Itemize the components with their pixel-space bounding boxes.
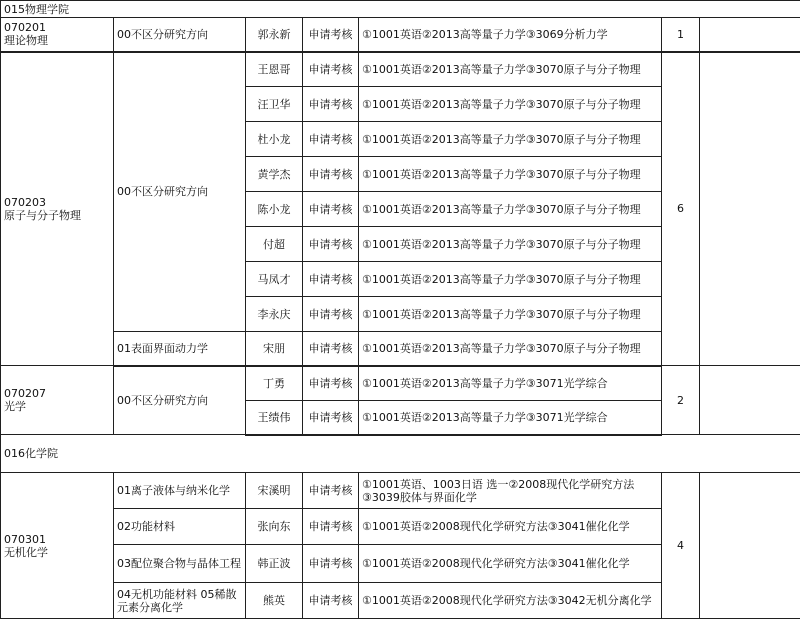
major-cell [1, 18, 114, 52]
quota: 6 [662, 52, 700, 366]
exam-subjects: ①1001英语②2013高等量子力学③3070原子与分子物理 [359, 87, 662, 122]
table-row [1, 52, 800, 87]
section-title: 016化学院 [1, 435, 800, 473]
major-cell [1, 473, 114, 619]
admission-method: 申请考核 [303, 545, 359, 583]
exam-subjects: ①1001英语②2013高等量子力学③3069分析力学 [359, 18, 662, 52]
major-code: 070201 [4, 21, 46, 35]
remarks [700, 473, 800, 619]
exam-subjects: ①1001英语②2013高等量子力学③3070原子与分子物理 [359, 52, 662, 87]
advisor-name: 王恩哥 [246, 52, 303, 87]
exam-subjects: ①1001英语②2008现代化学研究方法③3041催化化学 [359, 509, 662, 545]
direction-name: 00不区分研究方向 [114, 18, 246, 52]
advisor-name: 马凤才 [246, 262, 303, 297]
admission-method: 申请考核 [303, 473, 359, 509]
admission-method: 申请考核 [303, 87, 359, 122]
exam-subjects: ①1001英语②2013高等量子力学③3071光学综合 [359, 366, 662, 401]
direction-name: 01离子液体与纳米化学 [114, 473, 246, 509]
advisor-name: 韩正波 [246, 545, 303, 583]
major-code: 070207 [4, 387, 46, 400]
advisor-name: 熊英 [246, 583, 303, 619]
admission-method: 申请考核 [303, 157, 359, 192]
direction-name: 04无机功能材料 05稀散元素分离化学 [114, 583, 246, 619]
table-row [1, 18, 800, 52]
admission-method: 申请考核 [303, 262, 359, 297]
advisor-name: 丁勇 [246, 366, 303, 401]
admission-method: 申请考核 [303, 401, 359, 435]
advisor-name: 张向东 [246, 509, 303, 545]
exam-subjects: ①1001英语、1003日语 选一②2008现代化学研究方法③3039胶体与界面化学 [359, 473, 662, 509]
direction-name: 01表面界面动力学 [114, 332, 246, 366]
major-code: 070301 [4, 532, 46, 546]
exam-subjects: ①1001英语②2013高等量子力学③3070原子与分子物理 [359, 332, 662, 366]
exam-subjects: ①1001英语②2013高等量子力学③3070原子与分子物理 [359, 157, 662, 192]
advisor-name: 黄学杰 [246, 157, 303, 192]
exam-subjects: ①1001英语②2013高等量子力学③3071光学综合 [359, 401, 662, 435]
remarks [700, 366, 800, 435]
advisor-name: 王绩伟 [246, 401, 303, 435]
exam-subjects: ①1001英语②2008现代化学研究方法③3041催化化学 [359, 545, 662, 583]
major-cell [1, 366, 114, 435]
quota: 2 [662, 366, 700, 435]
quota: 4 [662, 473, 700, 619]
admission-method: 申请考核 [303, 297, 359, 332]
admission-method: 申请考核 [303, 192, 359, 227]
exam-subjects: ①1001英语②2013高等量子力学③3070原子与分子物理 [359, 297, 662, 332]
major-name: 光学 [4, 400, 26, 413]
advisor-name: 付超 [246, 227, 303, 262]
major-cell [1, 52, 114, 366]
section-title: 015物理学院 [1, 1, 800, 18]
section-header-row [1, 1, 800, 18]
advisor-name: 李永庆 [246, 297, 303, 332]
remarks [700, 18, 800, 52]
direction-name: 00不区分研究方向 [114, 366, 246, 435]
major-name: 原子与分子物理 [4, 208, 81, 222]
direction-name: 02功能材料 [114, 509, 246, 545]
exam-subjects: ①1001英语②2013高等量子力学③3070原子与分子物理 [359, 227, 662, 262]
major-name: 无机化学 [4, 545, 48, 559]
section-header-row [1, 435, 800, 473]
admission-method: 申请考核 [303, 366, 359, 401]
table-row [1, 473, 800, 509]
admission-method: 申请考核 [303, 18, 359, 52]
advisor-name: 宋溪明 [246, 473, 303, 509]
advisor-name: 汪卫华 [246, 87, 303, 122]
admission-method: 申请考核 [303, 509, 359, 545]
admission-method: 申请考核 [303, 122, 359, 157]
exam-subjects: ①1001英语②2013高等量子力学③3070原子与分子物理 [359, 192, 662, 227]
admission-method: 申请考核 [303, 52, 359, 87]
advisor-name: 郭永新 [246, 18, 303, 52]
advisor-name: 杜小龙 [246, 122, 303, 157]
direction-name: 00不区分研究方向 [114, 52, 246, 332]
advisor-name: 宋朋 [246, 332, 303, 366]
admission-method: 申请考核 [303, 227, 359, 262]
table-row [1, 366, 800, 401]
quota: 1 [662, 18, 700, 52]
admission-method: 申请考核 [303, 583, 359, 619]
remarks [700, 52, 800, 366]
major-code: 070203 [4, 195, 46, 209]
exam-subjects: ①1001英语②2013高等量子力学③3070原子与分子物理 [359, 262, 662, 297]
admission-method: 申请考核 [303, 332, 359, 366]
exam-subjects: ①1001英语②2008现代化学研究方法③3042无机分离化学 [359, 583, 662, 619]
direction-name: 03配位聚合物与晶体工程 [114, 545, 246, 583]
exam-subjects: ①1001英语②2013高等量子力学③3070原子与分子物理 [359, 122, 662, 157]
advisor-name: 陈小龙 [246, 192, 303, 227]
major-name: 理论物理 [4, 34, 48, 48]
